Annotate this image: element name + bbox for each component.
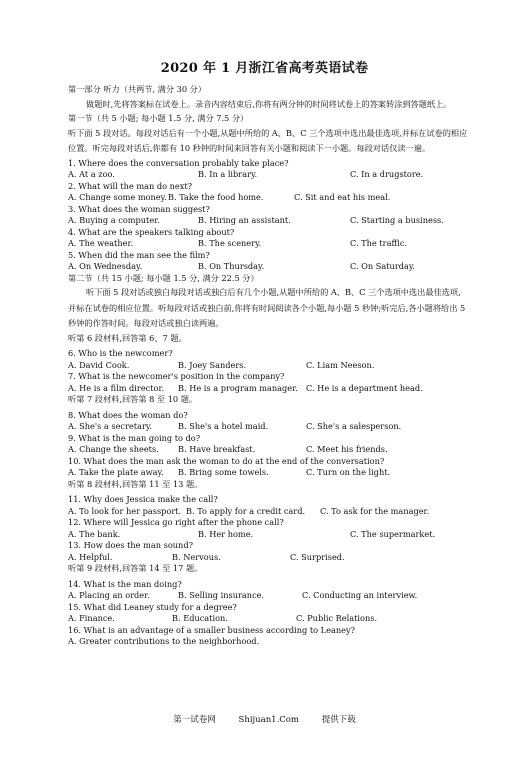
question-8 (68, 410, 468, 433)
question-text: 10. What does the man ask the woman to do at the end of the conversation? (68, 455, 385, 466)
option-b: B. Education. (172, 613, 228, 623)
question-15 (68, 602, 468, 625)
option-a: A. To look for her passport. (68, 505, 182, 516)
question-12 (68, 517, 468, 540)
option-a: A. On Wednesday. (68, 261, 143, 271)
option-c: C. She's a salesperson. (306, 421, 402, 431)
question-5 (68, 250, 468, 273)
section2-instructions: 听下面 5 段对话或独白每段对话或独白后有几个小题,从题中所给的 A、B、C 三个选项中选出最佳选项,并标在试卷的相应位置。听每段对话或独白前,你将有时间阅读各个小题,每小题 5 秒钟;听完后,各小题将给出 5 秒钟的作答时间。每段对话或独白读两遍。 (68, 287, 466, 328)
option-c: C. Sit and eat his meal. (294, 192, 391, 202)
option-a: A. At a zoo. (68, 169, 115, 179)
question-14 (68, 579, 468, 602)
material-6-label: 听第 6 段材料,回答第 6、7 题。 (68, 332, 187, 343)
option-c: C. To ask for the manager. (320, 505, 430, 516)
material-8-label: 听第 8 段材料,回答第 11 至 13 题。 (68, 478, 203, 489)
question-2 (68, 181, 468, 204)
option-b: B. Hiring an assistant. (198, 215, 291, 225)
option-b: B. Nervous. (172, 551, 221, 562)
question-6 (68, 348, 468, 371)
question-text: 11. Why does Jessica make the call? (68, 494, 218, 504)
option-a: A. The weather. (68, 238, 134, 248)
section1-instructions: 听下面 5 段对话。每段对话后有一个小题,从题中所给的 A、B、C 三个选项中选出最佳选项,并标在试卷的相应位置。听完每段对话后,你都有 10 秒钟的时间来回答有关小题和阅读下一小题。每段对话仅读一遍。 (68, 127, 468, 153)
option-a: A. David Cook. (68, 359, 130, 370)
question-text: 2. What will the man do next? (68, 180, 193, 191)
question-text: 6. Who is the newcomer? (68, 348, 173, 358)
question-text: 15. What did Leaney study for a degree? (68, 601, 237, 612)
option-c: C. Public Relations. (296, 613, 378, 623)
option-a: A. Finance. (68, 613, 115, 623)
section1-header: 第一节（共 5 小题; 每小题 1.5 分, 满分 7.5 分） (68, 113, 249, 123)
option-b: B. He is a program manager. (178, 382, 298, 393)
instructions: 做题时,先将答案标在试卷上。录音内容结束后,你将有两分钟的时间将试卷上的答案转涂到答题纸上。 (86, 98, 452, 109)
footer-domain: Shijuan1.Com (238, 715, 299, 725)
question-text: 8. What does the woman do? (68, 409, 188, 420)
option-a: A. Change the sheets. (68, 444, 159, 454)
footer-provider: 提供下载 (321, 715, 356, 725)
option-c: C. Liam Neeson. (306, 359, 375, 370)
option-c: C. The supermarket. (350, 528, 436, 539)
option-c: C. Meet his friends. (306, 444, 388, 454)
question-text: 4. What are the speakers talking about? (68, 226, 235, 237)
option-b: B. Selling insurance. (178, 590, 265, 600)
question-text: 9. What is the man going to do? (68, 432, 201, 443)
option-a: A. Helpful. (68, 551, 113, 562)
option-a: A. Change some money. (68, 192, 167, 202)
option-b: B. She's a hotel maid. (178, 421, 269, 431)
option-c: C. Surprised. (290, 551, 345, 562)
exam-content (68, 84, 468, 648)
option-c: C. The traffic. (350, 238, 408, 248)
option-c: C. On Saturday. (350, 261, 415, 271)
material-9-label: 听第 9 段材料,回答第 14 至 17 题。 (68, 563, 203, 573)
question-4 (68, 227, 468, 250)
option-a: A. Placing an order. (68, 590, 150, 600)
question-10 (68, 456, 468, 479)
question-16 (68, 625, 468, 648)
footer (0, 713, 529, 725)
option-c: C. Starting a business. (350, 215, 444, 225)
question-text: 3. What does the woman suggest? (68, 203, 210, 214)
option-b: B. In a library. (198, 169, 258, 179)
option-b: B. Take the food home. (168, 192, 264, 202)
section2-header: 第二节（共 15 小题; 每小题 1.5 分, 满分 22.5 分） (68, 272, 259, 283)
option-b: B. Have breakfast. (178, 444, 256, 454)
question-text: 5. When did the man see the film? (68, 249, 210, 260)
page-title: 2020 年 1 月浙江省高考英语试卷 (160, 61, 369, 76)
question-13 (68, 540, 468, 563)
question-text: 14. What is the man doing? (68, 578, 182, 589)
option-c: C. Turn on the light. (306, 467, 391, 477)
option-a: A. Buying a computer. (68, 215, 160, 225)
option-c: C. Conducting an interview. (302, 590, 418, 600)
question-text: 16. What is an advantage of a smaller business according to Leaney? (68, 624, 355, 635)
part1-header: 第一部分 听力（共两节, 满分 30 分） (68, 84, 207, 94)
material-7-label: 听第 7 段材料,回答第 8 至 10 题。 (68, 394, 198, 404)
option-a: A. The bank. (68, 528, 121, 539)
option-b: B. Joey Sanders. (178, 359, 247, 370)
option-c: C. He is a department head. (306, 382, 423, 393)
option-b: B. Her home. (198, 528, 254, 539)
question-text: 13. How does the man sound? (68, 540, 193, 550)
option-b: B. To apply for a credit card. (186, 505, 306, 516)
question-3 (68, 204, 468, 227)
question-9 (68, 433, 468, 456)
question-text: 7. What is the newcomer's position in the company? (68, 371, 285, 381)
option-a: A. Take the plate away. (68, 467, 164, 477)
option-a: A. He is a film director. (68, 382, 165, 393)
option-b: B. On Thursday. (198, 261, 265, 271)
question-text: 1. Where does the conversation probably take place? (68, 157, 289, 168)
option-c: C. In a drugstore. (350, 169, 424, 179)
question-11 (68, 494, 468, 517)
option-a: A. Greater contributions to the neighborhood. (68, 636, 260, 646)
question-7 (68, 371, 468, 394)
option-a: A. She's a secretary. (68, 421, 153, 431)
question-1 (68, 158, 468, 181)
question-text: 12. Where will Jessica go right after the phone call? (68, 517, 284, 527)
footer-site: 第一试卷网 (173, 715, 216, 725)
option-b: B. Bring some towels. (178, 467, 269, 477)
option-b: B. The scenery. (198, 238, 262, 248)
